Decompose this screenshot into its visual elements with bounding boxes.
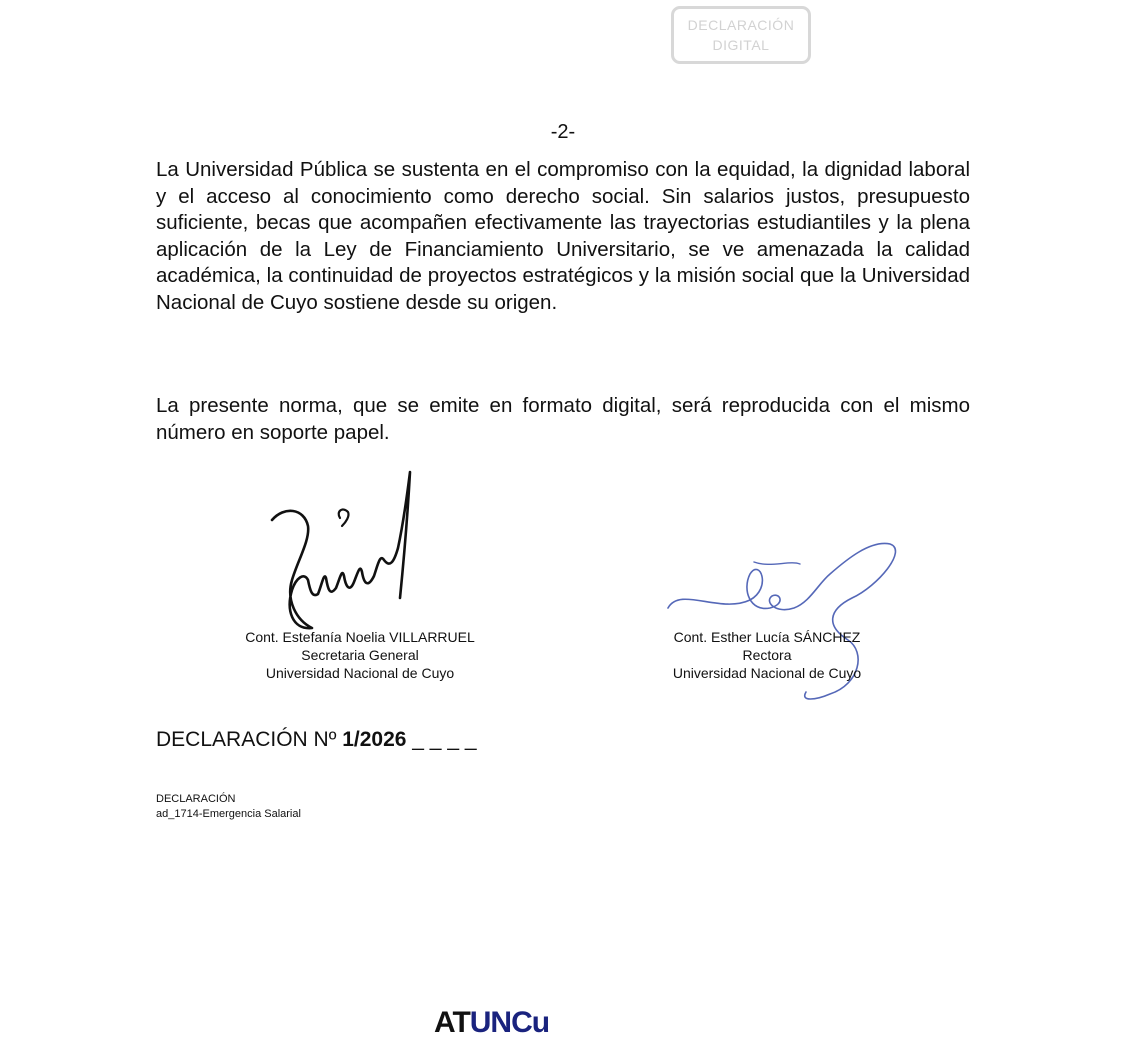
signatory-institution: Universidad Nacional de Cuyo [672, 665, 862, 681]
digital-declaration-stamp [671, 6, 811, 64]
body-paragraph-1: La Universidad Pública se sustenta en el compromiso con la equidad, la dignidad laboral y el acceso al conocimiento como derecho social. Sin salarios justos, presupuesto suficiente, becas que acompañen efectivamente las trayectorias estudiantiles y la plena aplicación de la Ley de Financiamiento Universitario, se ve amenazada la calidad académica, la continuidad de proyectos estratégicos y la misión social que la Universidad Nacional de Cuyo sostiene desde su origen. [156, 158, 970, 314]
footer-type: DECLARACIÓN [156, 793, 236, 805]
declaration-number [156, 728, 477, 752]
signatory-left [230, 628, 490, 682]
signature-right [660, 534, 900, 714]
declaration-number-value: 1/2026 [342, 728, 407, 751]
stamp-line-1: DECLARACIÓN [687, 17, 795, 33]
footer-meta [156, 792, 301, 822]
signatory-role: Secretaria General [301, 647, 419, 663]
atuncu-logo [434, 1006, 550, 1039]
declaration-blank: _ _ _ _ [412, 728, 477, 751]
body-paragraph-2: La presente norma, que se emite en formato digital, será reproducida con el mismo número en soporte papel. [156, 394, 970, 444]
signatory-role: Rectora [742, 647, 792, 663]
signature-left [262, 468, 422, 638]
declaration-label: DECLARACIÓN Nº [156, 728, 337, 751]
stamp-line-2: DIGITAL [712, 37, 770, 53]
signatory-name: Cont. Esther Lucía SÁNCHEZ [673, 629, 861, 645]
logo-part-2: UNCu [469, 1006, 550, 1039]
signatory-name: Cont. Estefanía Noelia VILLARRUEL [245, 629, 475, 645]
footer-reference: ad_1714-Emergencia Salarial [156, 808, 301, 820]
signatory-institution: Universidad Nacional de Cuyo [265, 665, 455, 681]
logo-part-1: AT [434, 1006, 470, 1039]
signatory-right [637, 628, 897, 682]
page-number: -2- [550, 121, 576, 143]
